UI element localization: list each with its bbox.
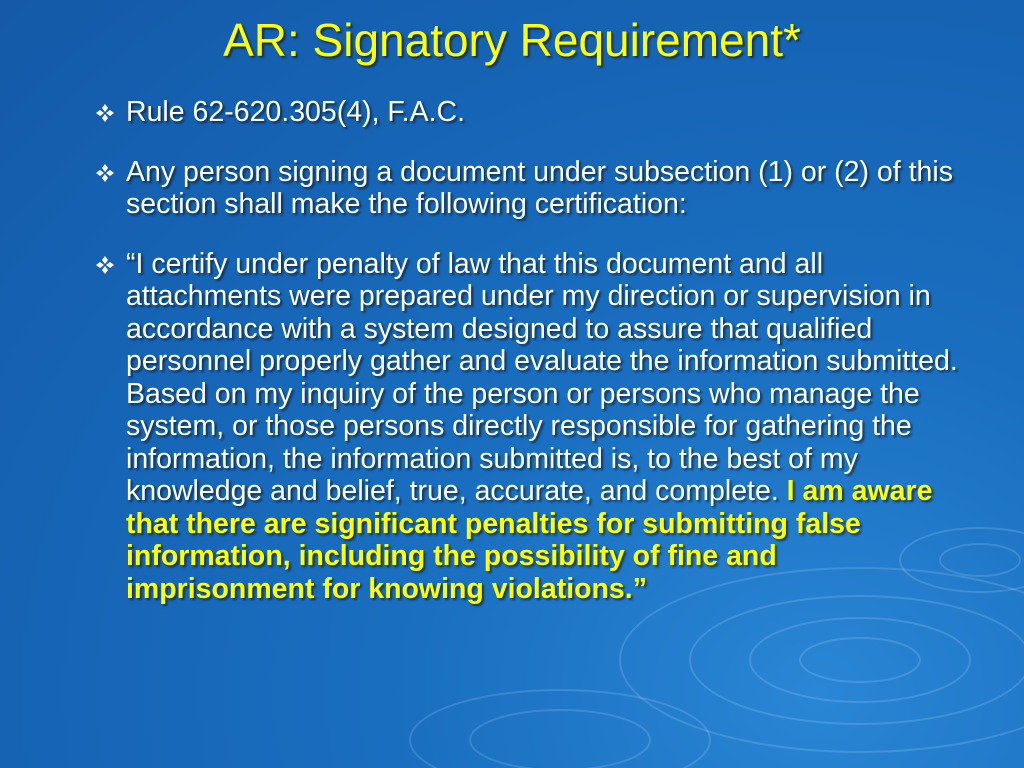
penalty-warning-text: I am aware that there are significant penalties for submitting false information, including the possibility of fine and imprisonment for knowing violations.” — [126, 475, 933, 605]
certification-text: “I certify under penalty of law that this document and all attachments were prepared under my direction or supervision in accordance with a system designed to assure that qualified personnel properly gather and evaluate the information submitted. Based on my inquiry of the person or persons who manage the system, or those persons directly responsible for gathering the information, the information submitted is, to the best of my knowledge and belief, true, accurate, and complete. — [126, 247, 958, 507]
diamond-quad-icon — [96, 104, 114, 122]
bullet-item-requirement — [92, 156, 972, 221]
diamond-quad-icon — [96, 164, 114, 182]
bullet-text: Any person signing a document under subsection (1) or (2) of this section shall make the following certification: — [126, 155, 953, 220]
bullet-item-rule — [92, 96, 972, 129]
diamond-quad-icon — [96, 256, 114, 274]
slide-title: AR: Signatory Requirement* — [223, 14, 801, 66]
bullet-text: Rule 62-620.305(4), F.A.C. — [126, 96, 466, 128]
bullet-list — [92, 96, 972, 632]
bullet-item-certification — [92, 248, 972, 606]
